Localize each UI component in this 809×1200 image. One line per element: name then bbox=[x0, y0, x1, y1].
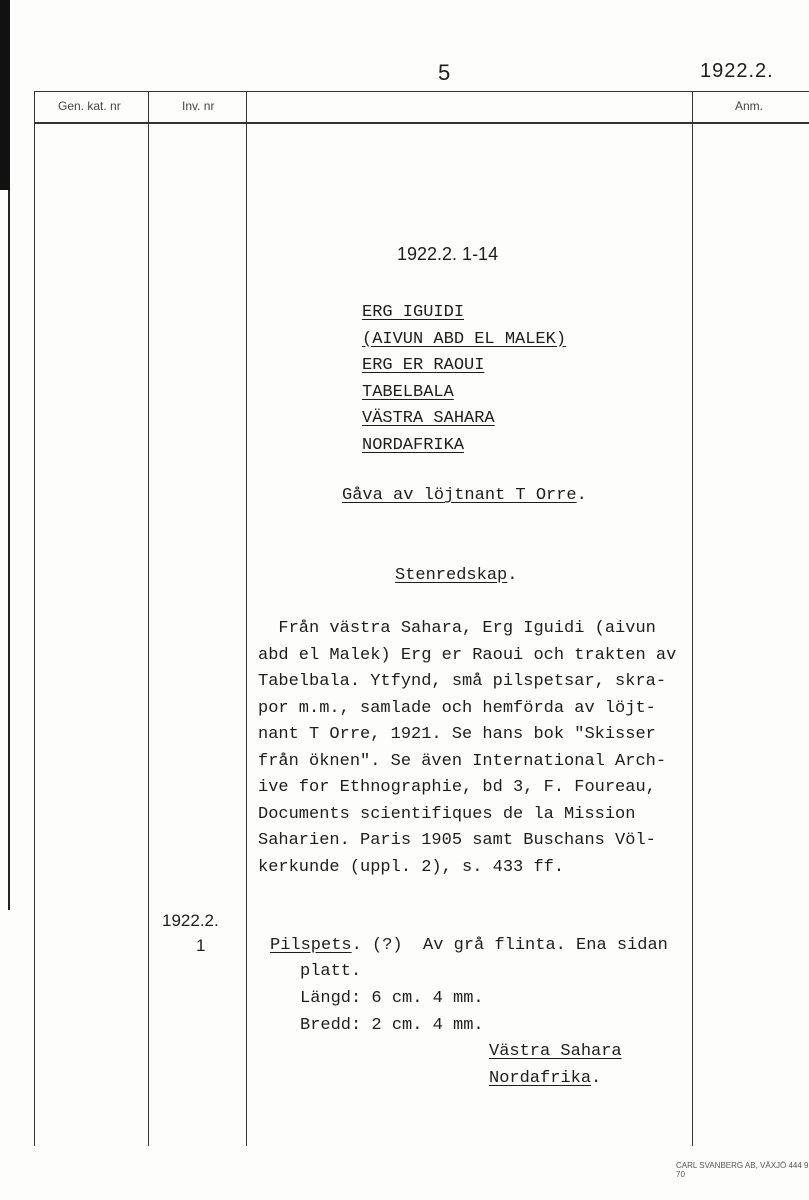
item-inv-prefix: 1922.2. bbox=[162, 911, 219, 930]
place-line: VÄSTRA SAHARA bbox=[362, 409, 495, 428]
item-inv-number: 1 bbox=[196, 936, 206, 955]
column-header-gen-kat: Gen. kat. nr bbox=[58, 99, 121, 113]
page-edge-line bbox=[8, 190, 10, 910]
item-width: Bredd: 2 cm. 4 mm. bbox=[300, 1016, 484, 1035]
description-line: por m.m., samlade och hemförda av löjt- bbox=[258, 698, 656, 718]
place-line: NORDAFRIKA bbox=[362, 435, 465, 455]
item-length: Längd: 6 cm. 4 mm. bbox=[300, 989, 484, 1008]
printer-mark: CARL SVANBERG AB, VÄXJÖ 444 9 70 bbox=[676, 1161, 809, 1179]
place-list bbox=[362, 300, 566, 459]
page-edge-bar bbox=[0, 0, 10, 190]
item-continent-line: Nordafrika. bbox=[489, 1069, 602, 1088]
item-description-line bbox=[270, 936, 668, 955]
description-line: nant T Orre, 1921. Se hans bok "Skisser bbox=[258, 725, 656, 744]
column-rule-inv-text bbox=[246, 91, 247, 1146]
item-line-2: platt. bbox=[300, 962, 362, 981]
column-header-inv: Inv. nr bbox=[182, 99, 215, 113]
donor: Gåva av löjtnant T Orre bbox=[342, 486, 577, 505]
item-continent: Nordafrika bbox=[489, 1069, 592, 1088]
description bbox=[258, 616, 676, 881]
donor-line: Gåva av löjtnant T Orre. bbox=[342, 486, 587, 505]
place-line: ERG ER RAOUI bbox=[362, 356, 485, 375]
place-line: TABELBALA bbox=[362, 382, 454, 402]
description-line: Tabelbala. Ytfynd, små pilspetsar, skra- bbox=[258, 672, 667, 691]
category-line: Stenredskap. bbox=[395, 566, 518, 585]
item-region: Västra Sahara bbox=[489, 1042, 622, 1061]
description-line: Från västra Sahara, Erg Iguidi (aivun bbox=[258, 619, 656, 638]
page-number: 5 bbox=[438, 60, 451, 85]
category: Stenredskap bbox=[395, 566, 508, 585]
description-line: Documents scientifiques de la Mission bbox=[258, 804, 636, 824]
column-header-anm: Anm. bbox=[735, 99, 764, 113]
description-line: Saharien. Paris 1905 samt Buschans Völ- bbox=[258, 831, 656, 850]
description-line: från öknen". Se även International Arch- bbox=[258, 751, 667, 771]
column-rule-text-anm bbox=[692, 91, 693, 1146]
place-line: (AIVUN ABD EL MALEK) bbox=[362, 329, 567, 349]
item-description: . (?) Av grå flinta. Ena sidan bbox=[351, 936, 668, 955]
description-line: kerkunde (uppl. 2), s. 433 ff. bbox=[258, 857, 565, 877]
page-reference: 1922.2. bbox=[700, 60, 774, 82]
description-line: abd el Malek) Erg er Raoui och trakten av bbox=[258, 645, 677, 665]
entry-range: 1922.2. 1-14 bbox=[397, 244, 499, 264]
item-name: Pilspets bbox=[270, 936, 352, 955]
column-rule-gen-inv bbox=[148, 91, 149, 1146]
place-line: ERG IGUIDI bbox=[362, 303, 465, 322]
column-rule-left bbox=[34, 91, 35, 1146]
description-line: ive for Ethnographie, bd 3, F. Foureau, bbox=[258, 778, 656, 797]
